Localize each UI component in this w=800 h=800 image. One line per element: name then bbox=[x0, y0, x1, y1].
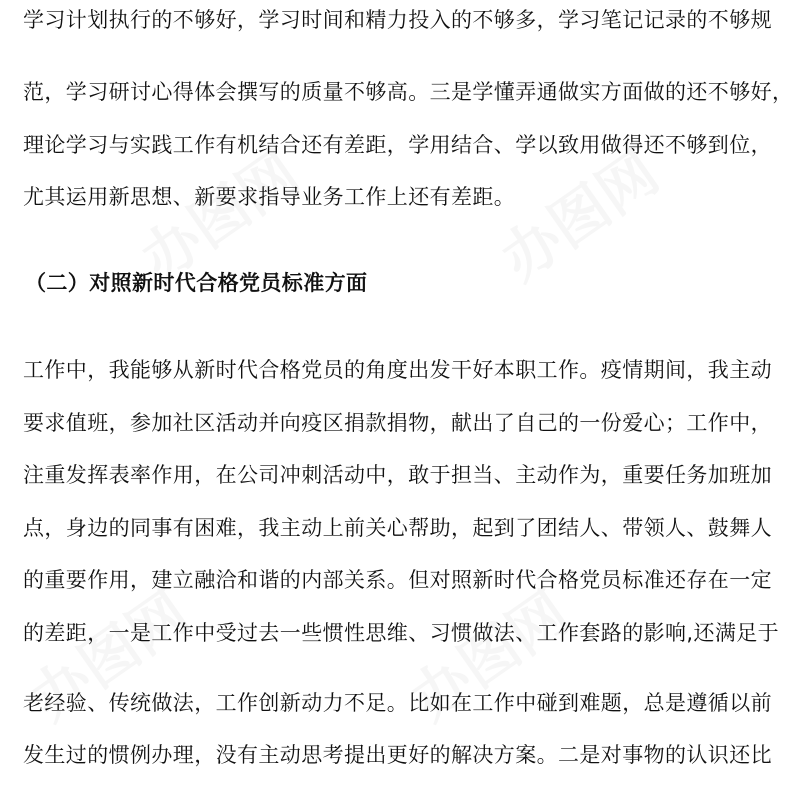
paragraph-line: 老经验、传统做法，工作创新动力不足。比如在工作中碰到难题，总是遵循以前 bbox=[23, 691, 772, 715]
paragraph-line: 的重要作用，建立融洽和谐的内部关系。但对照新时代合格党员标准还存在一定 bbox=[23, 568, 772, 592]
section-heading: （二）对照新时代合格党员标准方面 bbox=[25, 271, 368, 295]
paragraph-line: 注重发挥表率作用，在公司冲刺活动中，敢于担当、主动作为，重要任务加班加 bbox=[23, 463, 772, 487]
paragraph-line: 尤其运用新思想、新要求指导业务工作上还有差距。 bbox=[23, 185, 516, 209]
paragraph-line: 点，身边的同事有困难，我主动上前关心帮助，起到了团结人、带领人、鼓舞人 bbox=[23, 516, 772, 540]
paragraph-line: 要求值班，参加社区活动并向疫区捐款捐物，献出了自己的一份爱心；工作中， bbox=[23, 411, 772, 435]
paragraph-line: 理论学习与实践工作有机结合还有差距，学用结合、学以致用做得还不够到位， bbox=[23, 133, 772, 157]
paragraph-line: 的差距，一是工作中受过去一些惯性思维、习惯做法、工作套路的影响,还满足于 bbox=[23, 621, 780, 645]
paragraph-line: 工作中，我能够从新时代合格党员的角度出发干好本职工作。疫情期间，我主动 bbox=[23, 358, 772, 382]
paragraph-line: 发生过的惯例办理，没有主动思考提出更好的解决方案。二是对事物的认识还比 bbox=[23, 743, 772, 767]
paragraph-line: 学习计划执行的不够好，学习时间和精力投入的不够多，学习笔记记录的不够规 bbox=[23, 8, 772, 32]
paragraph-line: 范，学习研讨心得体会撰写的质量不够高。三是学懂弄通做实方面做的还不够好， bbox=[23, 80, 794, 104]
